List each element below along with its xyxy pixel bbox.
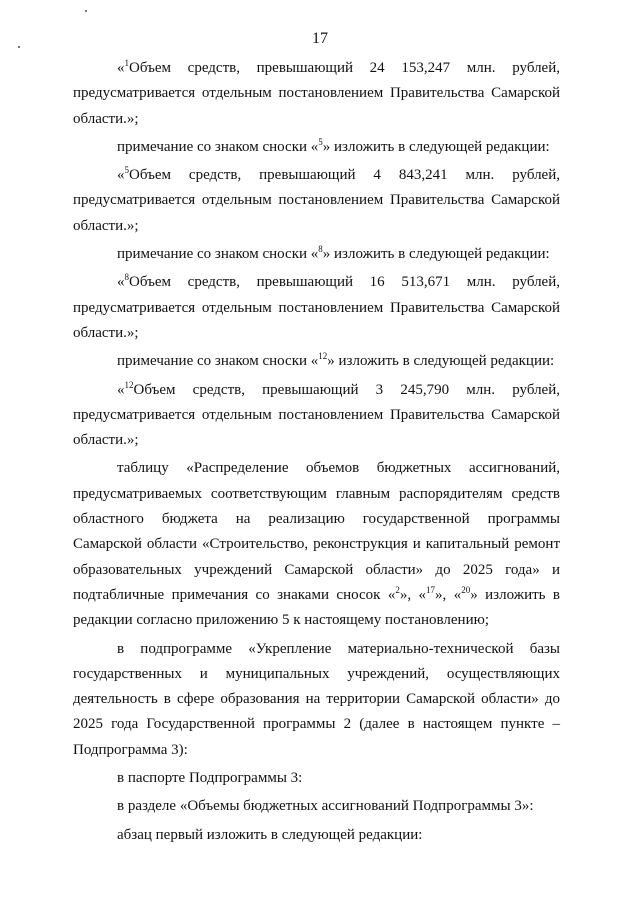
scan-speck: [85, 10, 87, 12]
paragraph: [73, 135, 560, 160]
footnote-mark: 5: [124, 165, 129, 176]
paragraph-text: » изложить в редакции согласно приложению 5 к настоящему постановлению;: [73, 586, 561, 629]
paragraph-text: Объем средств, превышающий 24 153,247 млн. рублей, предусматривается отдельным постановлением Правительства Самарской области.»;: [73, 60, 560, 127]
footnote-mark: 20: [461, 584, 471, 595]
paragraph: [73, 270, 560, 346]
paragraph-text: примечание со знаком сноски «: [117, 353, 319, 370]
paragraph-text: «: [117, 274, 125, 291]
paragraph-text: », «: [435, 586, 462, 603]
paragraph-text: «: [117, 381, 125, 398]
paragraph-text: » изложить в следующей редакции:: [327, 353, 555, 370]
page-number: 17: [312, 30, 328, 47]
paragraph: [73, 378, 560, 454]
paragraph-text: Объем средств, превышающий 4 843,241 млн. рублей, предусматривается отдельным постановлением Правительства Самарской области.»;: [73, 167, 560, 234]
paragraph-text: » изложить в следующей редакции:: [322, 246, 550, 263]
footnote-mark: 2: [395, 584, 400, 595]
paragraph-text: «: [117, 167, 125, 184]
paragraph: [73, 163, 560, 239]
paragraph: [73, 766, 560, 791]
paragraph: [73, 637, 560, 763]
paragraph-text: в разделе «Объемы бюджетных ассигнований Подпрограммы 3»:: [117, 798, 534, 815]
footnote-mark: 8: [318, 244, 323, 255]
paragraph-text: «: [117, 60, 125, 76]
paragraph-text: Объем средств, превышающий 3 245,790 млн. рублей, предусматривается отдельным постановлением Правительства Самарской области.»;: [73, 381, 560, 449]
footnote-mark: 12: [124, 379, 134, 390]
paragraph: [73, 349, 560, 374]
paragraph-text: » изложить в следующей редакции:: [322, 138, 550, 155]
paragraph: [73, 823, 560, 848]
paragraph-text: в подпрограмме «Укрепление материально-технической базы государственных и муниципальных учреждений, осуществляющих деятельность в сфере образования на территории Самарской области» до 2025 года Государственной программы 2 (далее в настоящем пункте – Подпрограмма 3):: [73, 640, 560, 758]
paragraph-text: примечание со знаком сноски «: [117, 138, 319, 155]
paragraph: [73, 56, 560, 132]
paragraph-text: таблицу «Распределение объемов бюджетных ассигнований, предусматриваемых соответствующим главным распорядителям средств областного бюджета на реализацию государственной программы Самарской области «Строительство, реконструкция и капитальный ремонт образовательных учреждений Самарской области» до 2025 года» и подтабличные примечания со знаками сносок «: [73, 460, 560, 603]
document-body: [73, 56, 560, 848]
paragraph: [73, 794, 560, 819]
paragraph-text: абзац первый изложить в следующей редакции:: [117, 826, 423, 843]
paragraph-text: примечание со знаком сноски «: [117, 246, 319, 263]
footnote-mark: 1: [124, 58, 129, 68]
footnote-mark: 8: [124, 272, 129, 283]
paragraph: [73, 242, 560, 267]
footnote-mark: 5: [318, 136, 323, 147]
paragraph-text: в паспорте Подпрограммы 3:: [117, 770, 303, 787]
paragraph-text: », «: [399, 586, 427, 603]
footnote-mark: 12: [318, 351, 328, 362]
paragraph: [73, 456, 560, 633]
paragraph-text: Объем средств, превышающий 16 513,671 млн. рублей, предусматривается отдельным постановлением Правительства Самарской области.»;: [73, 274, 560, 341]
footnote-mark: 17: [426, 584, 436, 595]
